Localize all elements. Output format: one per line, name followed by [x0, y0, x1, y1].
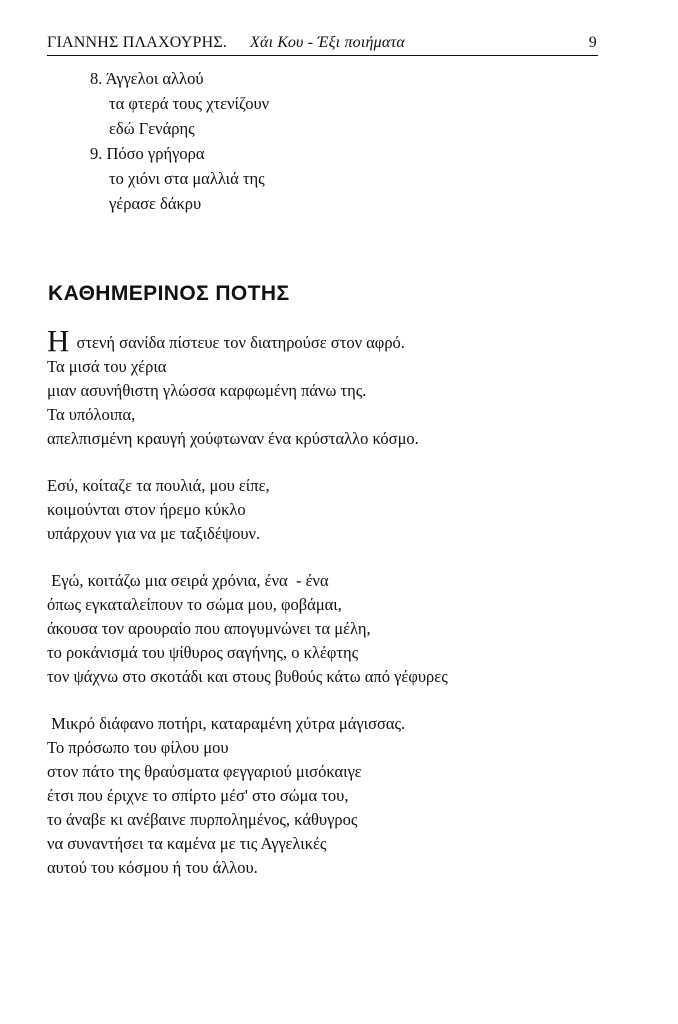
header-rule — [47, 55, 598, 56]
poem-line: στον πάτο της θραύσματα φεγγαριού μισόκαιγε — [47, 762, 362, 781]
haiku-list — [90, 66, 269, 216]
poem-line: να συναντήσει τα καμένα με τις Αγγελικές — [47, 834, 327, 853]
haiku-line: γέρασε δάκρυ — [109, 194, 202, 213]
poem-title: ΚΑΘΗΜΕΡΙΝΟΣ ΠΟΤΗΣ — [48, 282, 290, 305]
poem-line: Η στενή σανίδα πίστευε τον διατηρούσε στον αφρό. — [47, 323, 405, 358]
poem-line: το άναβε κι ανέβαινε πυρπολημένος, κάθυγρος — [47, 810, 358, 829]
poem-line: Εγώ, κοιτάζω μια σειρά χρόνια, ένα - ένα — [47, 571, 329, 590]
poem-line: κοιμούνται στον ήρεμο κύκλο — [47, 500, 246, 519]
stanza-gap — [47, 546, 607, 569]
header-author: ΓΙΑΝΝΗΣ ΠΛΑΧΟΥΡΗΣ. — [47, 34, 228, 51]
poem-line: αυτού του κόσμου ή του άλλου. — [47, 858, 258, 877]
page-number: 9 — [588, 34, 597, 51]
poem-line: απελπισμένη κραυγή χούφτωναν ένα κρύσταλλο κόσμο. — [47, 429, 419, 448]
poem-line: όπως εγκαταλείπουν το σώμα μου, φοβάμαι, — [47, 595, 342, 614]
poem-line: Τα υπόλοιπα, — [47, 405, 136, 424]
haiku-line: τα φτερά τους χτενίζουν — [109, 94, 270, 113]
poem-line: Τα μισά του χέρια — [47, 357, 167, 376]
haiku-line: 9. Πόσο γρήγορα — [90, 144, 205, 163]
poem-line: το ροκάνισμά του ψίθυρος σαγήνης, ο κλέφτης — [47, 643, 359, 662]
header-book-title: Χάι Κου - Έξι ποιήματα — [250, 34, 406, 51]
haiku-line: 8. Άγγελοι αλλού — [90, 69, 204, 88]
stanza-gap — [47, 689, 607, 712]
poem-line: τον ψάχνω στο σκοτάδι και στους βυθούς κάτω από γέφυρες — [47, 667, 448, 686]
poem-line: υπάρχουν για να με ταξιδέψουν. — [47, 524, 261, 543]
poem-line: άκουσα τον αρουραίο που απογυμνώνει τα μέλη, — [47, 619, 371, 638]
haiku-line: το χιόνι στα μαλλιά της — [109, 169, 265, 188]
poem-line: έτσι που έριχνε το σπίρτο μέσ' στο σώμα του, — [47, 786, 349, 805]
poem-body — [47, 323, 607, 880]
drop-cap: Η — [47, 323, 70, 358]
haiku-line: εδώ Γενάρης — [109, 119, 195, 138]
poem-line: Μικρό διάφανο ποτήρι, καταραμένη χύτρα μάγισσας. — [47, 714, 406, 733]
poem-line: Το πρόσωπο του φίλου μου — [47, 738, 229, 757]
stanza-gap — [47, 451, 607, 474]
poem-line: Εσύ, κοίταζε τα πουλιά, μου είπε, — [47, 476, 270, 495]
haiku-number: 9. — [90, 144, 103, 163]
running-header — [47, 34, 597, 56]
haiku-number: 8. — [90, 69, 103, 88]
poem-line: μιαν ασυνήθιστη γλώσσα καρφωμένη πάνω της. — [47, 381, 367, 400]
